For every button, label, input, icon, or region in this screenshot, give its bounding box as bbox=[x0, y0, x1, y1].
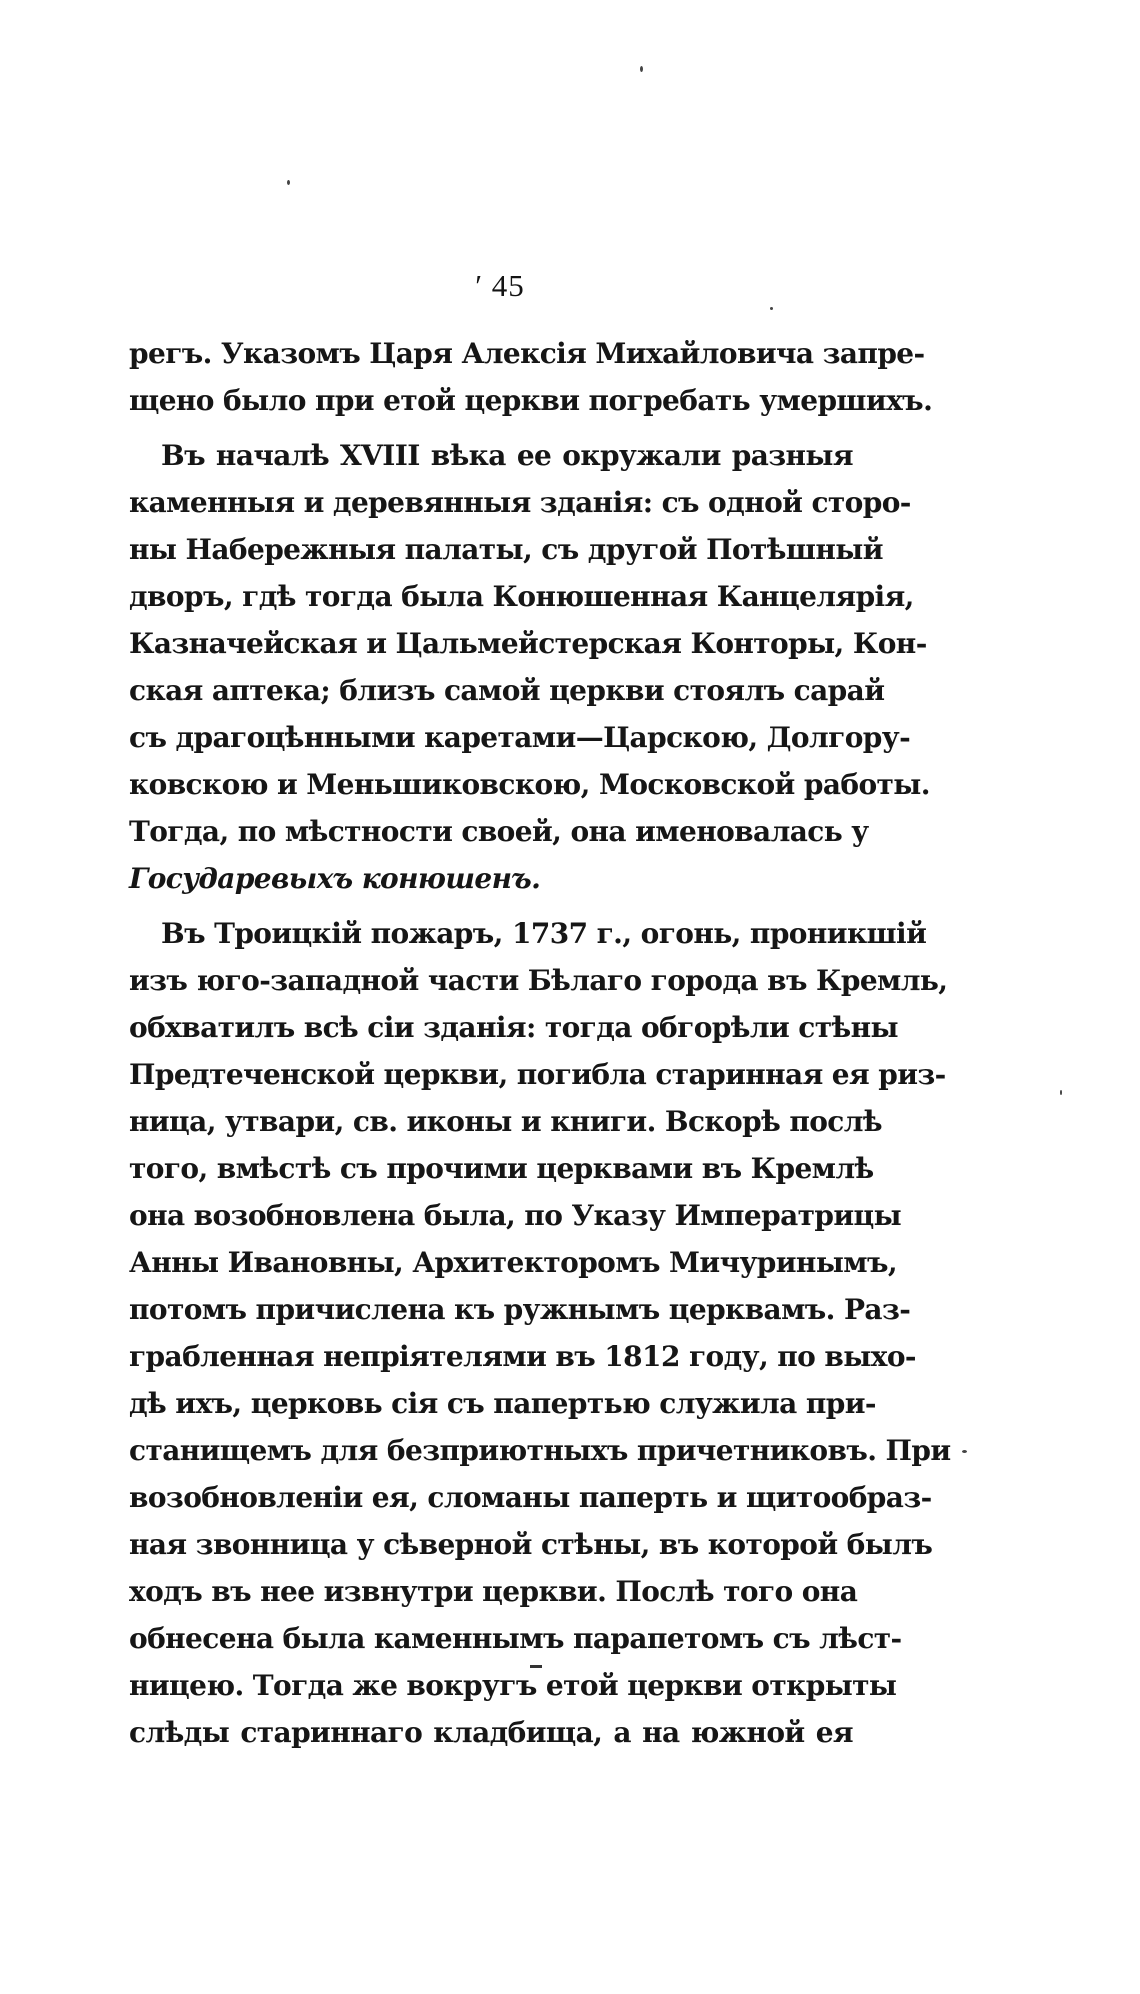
scan-speck bbox=[770, 307, 773, 310]
scan-speck bbox=[287, 180, 290, 185]
text-line: станищемъ для безприютныхъ причетниковъ. При bbox=[129, 1434, 951, 1467]
text-line: дѣ ихъ, церковь сія съ папертью служила при- bbox=[129, 1387, 876, 1420]
text-line-italic: Государевыхъ конюшенъ. bbox=[129, 862, 541, 895]
text-line: она возобновлена была, по Указу Императрицы bbox=[129, 1199, 902, 1232]
text-line: грабленная непріятелями въ 1812 году, по выхо- bbox=[129, 1340, 916, 1373]
text-line: Тогда, по мѣстности своей, она именовалась у bbox=[129, 815, 869, 848]
text-line: регъ. Указомъ Царя Алексія Михайловича запре- bbox=[129, 337, 925, 370]
text-line: ны Набережныя палаты, съ другой Потѣшный bbox=[129, 533, 883, 566]
text-line: обнесена была каменнымъ парапетомъ съ лѣст- bbox=[129, 1622, 902, 1655]
text-line: Въ началѣ XVIII вѣка ее окружали разныя bbox=[161, 439, 853, 472]
text-line: ская аптека; близъ самой церкви стоялъ сарай bbox=[129, 674, 885, 707]
page-number: ′ 45 bbox=[475, 268, 525, 303]
scan-mark bbox=[530, 1665, 542, 1668]
text-line: изъ юго-западной части Бѣлаго города въ Кремль, bbox=[129, 964, 948, 997]
text-line: Казначейская и Цальмейстерская Конторы, Кон- bbox=[129, 627, 927, 660]
text-line: Анны Ивановны, Архитекторомъ Мичуринымъ, bbox=[129, 1246, 898, 1279]
text-line: дворъ, гдѣ тогда была Конюшенная Канцелярія, bbox=[129, 580, 914, 613]
text-line: потомъ причислена къ ружнымъ церквамъ. Раз- bbox=[129, 1293, 911, 1326]
text-line: ковскою и Меньшиковскою, Московской работы. bbox=[129, 768, 930, 801]
text-line: возобновленіи ея, сломаны паперть и щитообраз- bbox=[129, 1481, 932, 1514]
text-line: ходъ въ нее извнутри церкви. Послѣ того она bbox=[129, 1575, 858, 1608]
scan-speck bbox=[1060, 1090, 1062, 1095]
text-line: Предтеченской церкви, погибла старинная ея риз- bbox=[129, 1058, 946, 1091]
text-line: Въ Троицкій пожаръ, 1737 г., огонь, проникшій bbox=[161, 917, 927, 950]
text-line: ница, утвари, св. иконы и книги. Вскорѣ послѣ bbox=[129, 1105, 882, 1138]
text-line: каменныя и деревянныя зданія: съ одной сторо- bbox=[129, 486, 911, 519]
text-line: слѣды стариннаго кладбища, а на южной ея bbox=[129, 1716, 853, 1749]
text-line: ная звонница у сѣверной стѣны, въ которой былъ bbox=[129, 1528, 933, 1561]
text-line: обхватилъ всѣ сіи зданія: тогда обгорѣли стѣны bbox=[129, 1011, 898, 1044]
body-text bbox=[129, 330, 951, 1756]
scan-speck bbox=[640, 66, 643, 72]
text-line: съ драгоцѣнными каретами—Царскою, Долгору- bbox=[129, 721, 911, 754]
text-line: ницею. Тогда же вокругъ етой церкви открыты bbox=[129, 1669, 897, 1702]
scan-speck bbox=[962, 1450, 967, 1453]
text-line: щено было при етой церкви погребать умершихъ. bbox=[129, 384, 933, 417]
text-line: того, вмѣстѣ съ прочими церквами въ Кремлѣ bbox=[129, 1152, 874, 1185]
